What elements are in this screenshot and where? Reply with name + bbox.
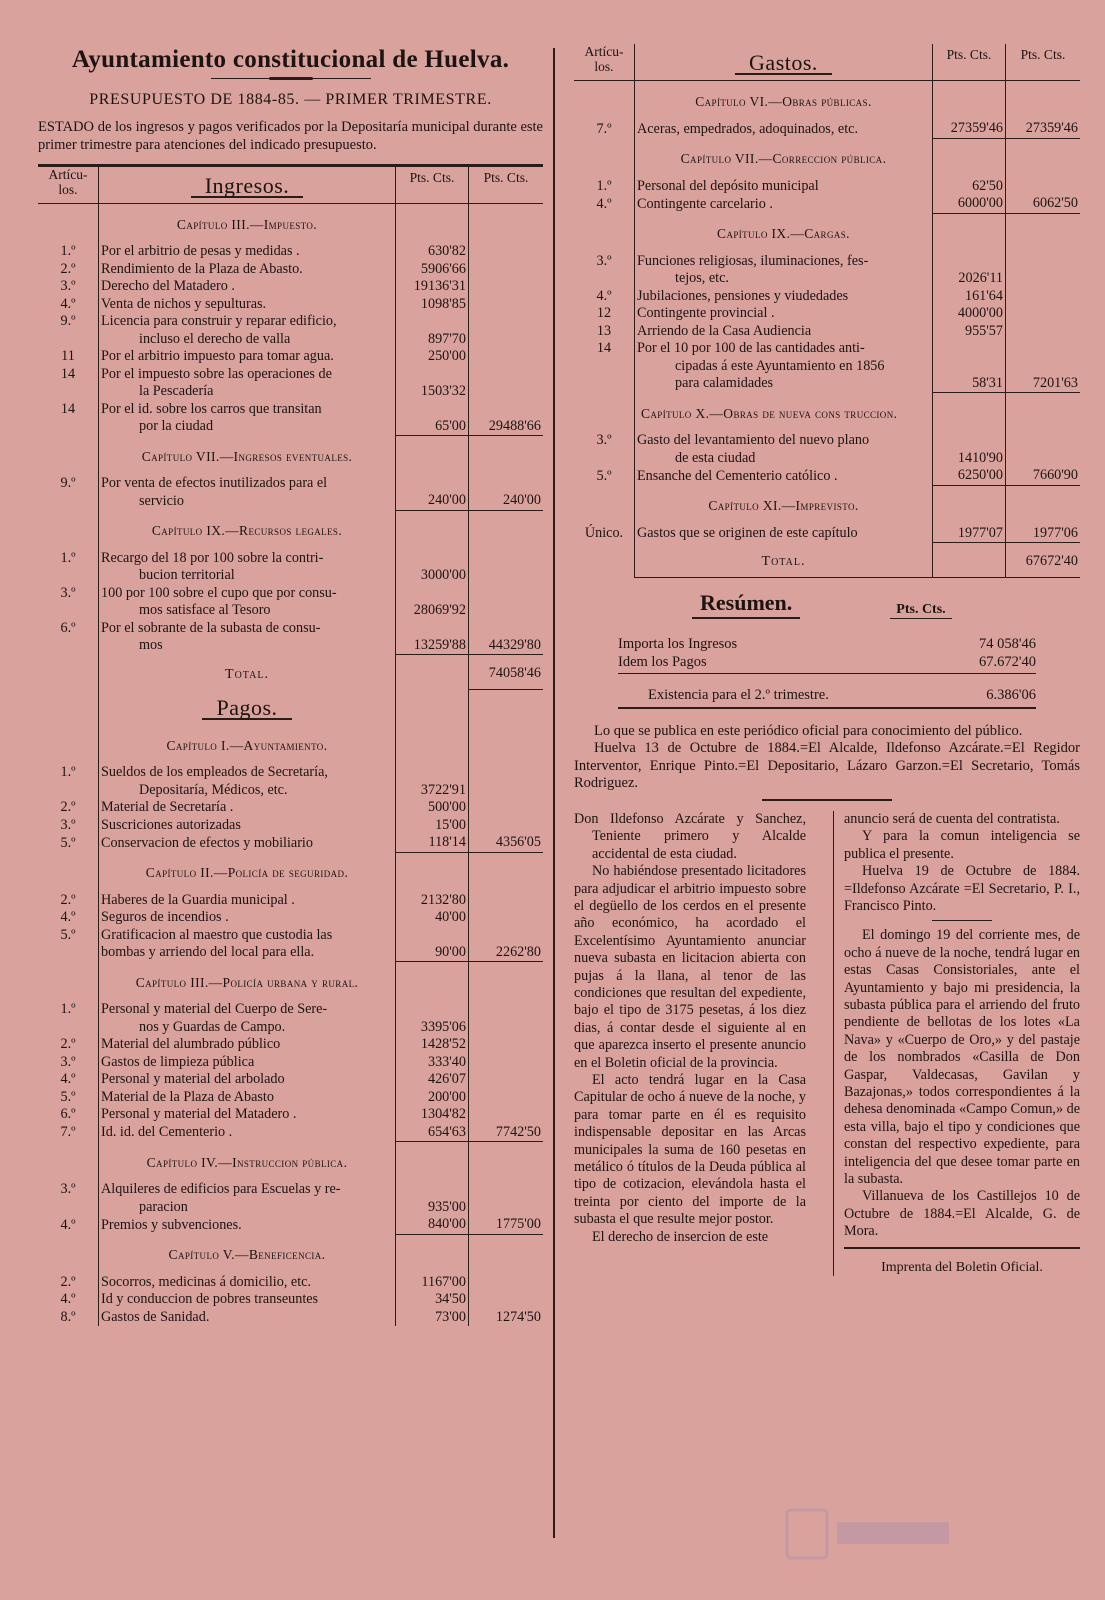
table-row: 8.º Gastos de Sanidad. 73'00 1274'50 xyxy=(60,1308,541,1325)
table-row: 4.º Jubilaciones, pensiones y viudedades 161'64 xyxy=(574,288,1080,306)
table-header-row xyxy=(574,44,1080,80)
total-label: Total. xyxy=(99,655,396,690)
announcement-subasta-cerdos: Don Ildefonso Azcárate y Sanchez, Teniente primero y Alcalde accidental de esta ciudad. No habiéndose presentado licitadores para adjudicar el arbitrio impuesto sobre el degüello de los cerdos en el presente año económico, ha acordado el Excelentísimo Ayuntamiento anunciar nueva subasta en licitacion abierta con pujas á la llana, al tenor de las condiciones que resultan del expediente, bajo el tipo de 3175 pesetas, á los diez dias, á contar desde el siguiente al en que aparezca inserto el presente anuncio en el Boletin oficial de la provincia. El acto tendrá lugar en la Casa Capitular de ocho á nueve de la noche, y para tomar parte en él es requisito indispensable depositar en las Arcas municipales la suma de 160 pesetas en metálico ó títulos de la Deuda pública al tipo de cotizacion, elevándola hasta el treinta por ciento del importe de la subasta el que resulte mejor postor. El derecho de insercion de este xyxy=(574,810,806,1245)
table-row: 4.º Contingente carcelario . 6000'00 6062'50 xyxy=(596,195,1078,212)
chapter-heading: Capítulo VII.—Ingresos eventuales. xyxy=(99,436,396,476)
resumen-ingresos-line: Importa los Ingresos 74 058'46 xyxy=(618,635,1036,652)
chapter-heading: Capítulo VI.—Obras públicas. xyxy=(635,80,933,120)
title-ornament xyxy=(211,77,371,81)
announcements xyxy=(574,811,1080,1276)
huelva-watermark-icon xyxy=(785,1504,955,1564)
ingresos-header xyxy=(99,167,396,203)
announcement-rule xyxy=(932,920,992,921)
table-row: 1.º Personal y material del Cuerpo de Sere- nos y Guardas de Campo. 3395'06 xyxy=(38,1001,543,1036)
articulos-header: Artícu- los. xyxy=(38,167,99,203)
table-row: 4.º Personal y material del arbolado 426'07 xyxy=(38,1071,543,1089)
table-row: 9.º Por venta de efectos inutilizados para el servicio 240'00 240'00 xyxy=(60,475,541,509)
table-row: 3.º Suscriciones autorizadas 15'00 xyxy=(38,817,543,835)
pts-header: Pts. Cts. xyxy=(469,167,544,203)
table-row: 14 Por el id. sobre los carros que transitan por la ciudad 65'00 29488'66 xyxy=(60,400,541,434)
chapter-heading: Capítulo III.—Impuesto. xyxy=(99,203,396,243)
table-row: 4.º Id y conduccion de pobres transeuntes 34'50 xyxy=(38,1291,543,1309)
resumen-pagos-line: Idem los Pagos 67.672'40 xyxy=(618,653,1036,670)
table-row: 2.º Socorros, medicinas á domicilio, etc. 1167'00 xyxy=(38,1274,543,1292)
publication-notice: Lo que se publica en este periódico oficial para conocimiento del público. Huelva 13 de Octubre de 1884.=El Alcalde, Ildefonso Azcárate.=El Regidor Interventor, Enrique Pinto.=El Depositario, Lázaro Garzon.=El Secretario, Tomás Rodriguez. xyxy=(574,722,1080,792)
right-column xyxy=(574,44,1080,1276)
table-row: 4.º Premios y subvenciones. 840'00 1775'00 xyxy=(60,1216,541,1233)
table-row: 5.º Gratificacion al maestro que custodia las bombas y arriendo del local para ella. 90'00 2262'80 xyxy=(60,926,541,960)
resumen-existencia-line: Existencia para el 2.º trimestre. 6.386'06 xyxy=(618,684,1036,709)
table-row: 3.º Gastos de limpieza pública 333'40 xyxy=(38,1054,543,1072)
table-row: 6.º Personal y material del Matadero . 1304'82 xyxy=(38,1106,543,1124)
table-row: 1.º Recargo del 18 por 100 sobre la contri- bucion territorial 3000'00 xyxy=(38,550,543,585)
table-row: 4.º Venta de nichos y sepulturas. 1098'85 xyxy=(38,296,543,314)
gastos-label: Gastos. xyxy=(735,54,832,75)
table-row: 3.º Derecho del Matadero . 19136'31 xyxy=(38,278,543,296)
page-subtitle: PRESUPUESTO DE 1884-85. — PRIMER TRIMESTRE. xyxy=(89,91,492,108)
table-row: 3.º Alquileres de edificios para Escuelas y re- paracion 935'00 xyxy=(38,1181,543,1216)
notice-rule xyxy=(762,799,892,801)
chapter-heading: Capítulo VII.—Correccion pública. xyxy=(635,138,933,178)
table-row: 1.º Por el arbitrio de pesas y medidas . 630'82 xyxy=(38,243,543,261)
gastos-total-row xyxy=(574,543,1080,578)
table-row: 5.º Ensanche del Cementerio católico . 6250'00 7660'90 xyxy=(596,467,1078,484)
chapter-heading: Capítulo XI.—Imprevisto. xyxy=(635,485,933,525)
table-row: 3.º 100 por 100 sobre el cupo que por consu- mos satisface al Tesoro 28069'92 xyxy=(38,585,543,620)
table-row: 13 Arriendo de la Casa Audiencia 955'57 xyxy=(574,323,1080,341)
pts-header: Pts. Cts. xyxy=(1006,44,1081,80)
chapter-heading: Capítulo IX.—Recursos legales. xyxy=(99,510,396,550)
ingresos-total-value: 74058'46 xyxy=(469,655,544,690)
pagos-label: Pagos. xyxy=(202,699,291,720)
pts-header: Pts. Cts. xyxy=(396,167,469,203)
ingresos-label: Ingresos. xyxy=(191,177,304,198)
table-row: 12 Contingente provincial . 4000'00 xyxy=(574,305,1080,323)
table-row: 4.º Seguros de incendios . 40'00 xyxy=(38,909,543,927)
table-row: 2.º Haberes de la Guardia municipal . 2132'80 xyxy=(38,892,543,910)
gastos-table xyxy=(574,44,1080,578)
resumen-pts-header: Pts. Cts. xyxy=(890,602,951,619)
chapter-heading: Capítulo III.—Policía urbana y rural. xyxy=(99,962,396,1002)
announcement-right: anuncio será de cuenta del contratista. Y para la comun inteligencia se publica el presente. Huelva 19 de Octubre de 1884. =Ildefonso Azcárate =El Secretario, P. I., Francisco Pinto. El domingo 19 del corriente mes, de ocho á nueve de la noche, tendrá lugar en estas Casas Consistoriales, ante el Ayuntamiento y bajo mi presidencia, la subasta pública para el arriendo del fruto pendiente de bellotas de los lotes «La Nava» y «Cuerpo de Oro,» y del pastaje de los nombrados «Casilla de Don Gaspar, Valdecasas, Gavilan y Bazajonas,» todos correspondientes á la dehesa denominada «Campo Comun,» de esta villa, bajo el tipo y condiciones que constan del respectivo expediente, para inteligencia del que desee tomar parte en la subasta. Villanueva de los Castillejos 10 de Octubre de 1884.=El Alcalde, G. de Mora. Imprenta del Boletin Oficial. xyxy=(833,811,1080,1276)
table-row: 9.º Licencia para construir y reparar edificio, incluso el derecho de valla 897'70 xyxy=(38,313,543,348)
table-row: 5.º Material de la Plaza de Abasto 200'00 xyxy=(38,1089,543,1107)
table-row: 6.º Por el sobrante de la subasta de consu- mos 13259'88 44329'80 xyxy=(60,619,541,653)
chapter-heading: Capítulo IX.—Cargas. xyxy=(635,213,933,253)
articulos-header: Artícu- los. xyxy=(574,44,635,80)
table-row: 7.º Aceras, empedrados, adoquinados, etc. 27359'46 27359'46 xyxy=(596,120,1078,137)
table-row: 2.º Material de Secretaría . 500'00 xyxy=(38,799,543,817)
table-row: Único. Gastos que se originen de este capítulo 1977'07 1977'06 xyxy=(584,524,1078,541)
table-row: 5.º Conservacion de efectos y mobiliario 118'14 4356'05 xyxy=(60,834,541,851)
left-column xyxy=(38,44,543,1326)
pagos-header xyxy=(99,689,396,725)
table-row: 2.º Material del alumbrado público 1428'52 xyxy=(38,1036,543,1054)
table-row: 14 Por el 10 por 100 de las cantidades anti- cipadas á este Ayuntamiento en 1856 para calamidades 58'31 7201'63 xyxy=(596,340,1078,391)
table-row: 14 Por el impuesto sobre las operaciones de la Pescadería 1503'32 xyxy=(38,366,543,401)
chapter-heading: Capítulo X.—Obras de nueva cons truccion. xyxy=(635,393,933,433)
imprenta-footer: Imprenta del Boletin Oficial. xyxy=(844,1247,1080,1276)
chapter-heading: Capítulo V.—Beneficencia. xyxy=(99,1234,396,1274)
table-row: 1.º Personal del depósito municipal 62'50 xyxy=(574,178,1080,196)
resumen-title: Resúmen. xyxy=(692,590,800,619)
page-title: Ayuntamiento constitucional de Huelva. xyxy=(71,46,510,73)
intro-paragraph: ESTADO de los ingresos y pagos verificados por la Depositaría municipal durante este primer trimestre para atenciones del indicado presupuesto. xyxy=(38,119,543,153)
resumen-lines xyxy=(618,635,1036,709)
table-row: 7.º Id. id. del Cementerio . 654'63 7742'50 xyxy=(60,1123,541,1140)
table-header-row xyxy=(38,167,543,203)
chapter-heading: Capítulo IV.—Instruccion pública. xyxy=(99,1142,396,1182)
resumen-rule xyxy=(618,673,1036,674)
gastos-total-value: 67672'40 xyxy=(1006,543,1081,578)
ingresos-total-row xyxy=(38,655,543,690)
chapter-heading: Capítulo II.—Policía de seguridad. xyxy=(99,852,396,892)
table-row: 2.º Rendimiento de la Plaza de Abasto. 5906'66 xyxy=(38,261,543,279)
table-row: 3.º Gasto del levantamiento del nuevo plano de esta ciudad 1410'90 xyxy=(574,432,1080,467)
chapter-heading: Capítulo I.—Ayuntamiento. xyxy=(99,725,396,765)
table-row: 11 Por el arbitrio impuesto para tomar agua. 250'00 xyxy=(38,348,543,366)
ingresos-pagos-table xyxy=(38,167,543,1326)
table-row: 1.º Sueldos de los empleados de Secretaría, Depositaría, Médicos, etc. 3722'91 xyxy=(38,764,543,799)
total-label: Total. xyxy=(635,543,933,578)
resumen-header xyxy=(574,590,1080,619)
column-divider xyxy=(553,48,555,1538)
pts-header: Pts. Cts. xyxy=(933,44,1006,80)
table-row: 3.º Funciones religiosas, iluminaciones, fes- tejos, etc. 2026'11 xyxy=(574,253,1080,288)
gastos-header xyxy=(635,44,933,80)
